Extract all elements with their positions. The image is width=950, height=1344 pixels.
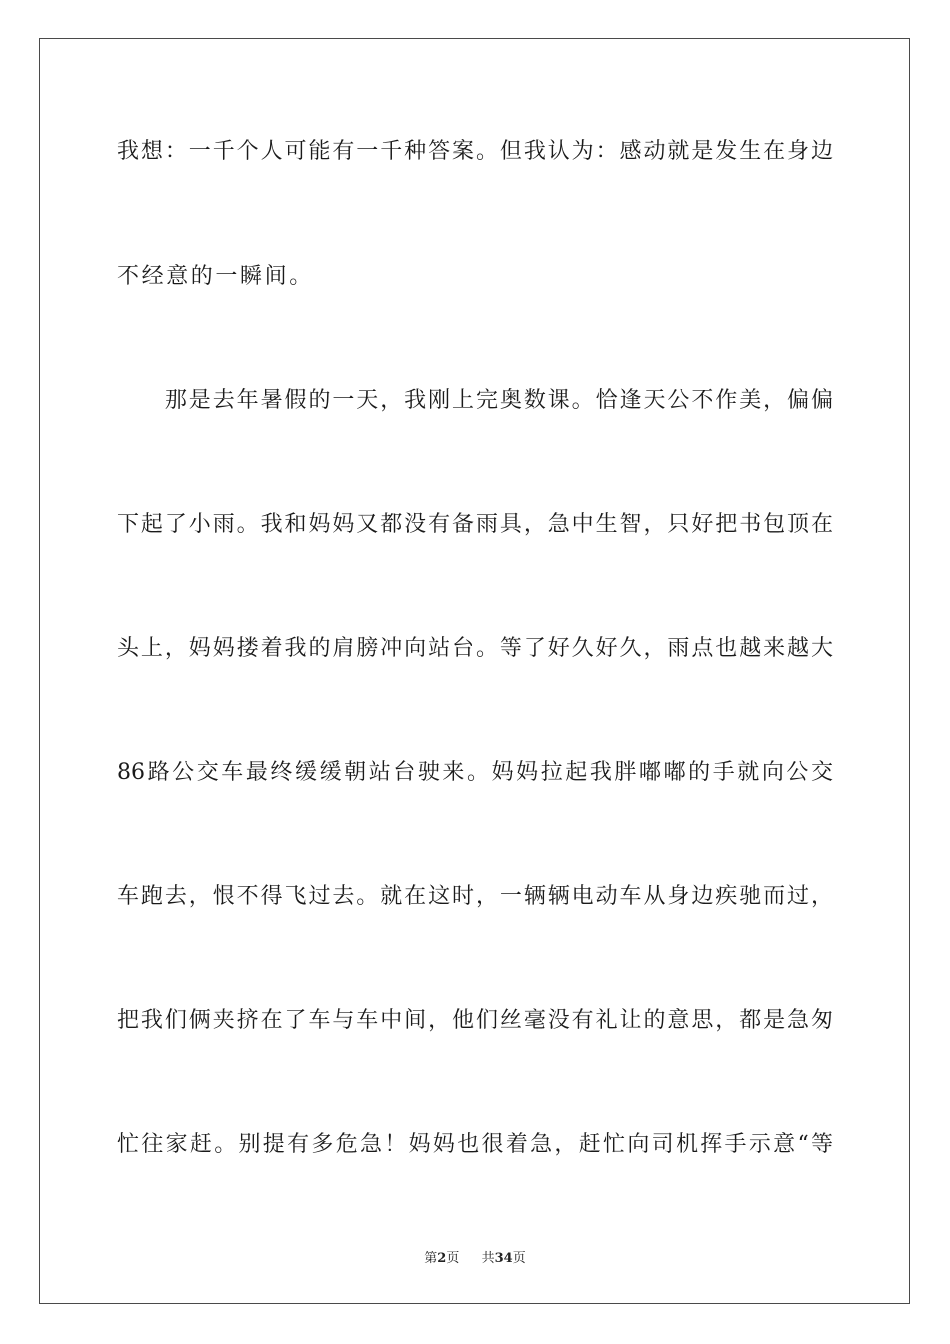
paragraph-line-8: 把我们俩夹挤在了车与车中间，他们丝毫没有礼让的意思，都是急匆 [117, 1008, 833, 1033]
footer-total-prefix: 共 [481, 1251, 495, 1266]
paragraph-line-4: 下起了小雨。我和妈妈又都没有备雨具，急中生智，只好把书包顶在 [117, 512, 833, 537]
paragraph-line-7: 车跑去，恨不得飞过去。就在这时，一辆辆电动车从身边疾驰而过， [117, 884, 833, 909]
page-border [39, 38, 910, 1304]
paragraph-line-1: 我想：一千个人可能有一千种答案。但我认为：感动就是发生在身边 [117, 139, 833, 164]
footer-page-number: 2 [437, 1251, 447, 1266]
paragraph-line-2: 不经意的一瞬间。 [117, 264, 314, 289]
footer-total-pages: 34 [494, 1251, 513, 1266]
footer-page-prefix: 第 [424, 1251, 438, 1266]
paragraph-line-9: 忙往家赶。别提有多危急！妈妈也很着急，赶忙向司机挥手示意“等 [117, 1132, 833, 1157]
page-footer [0, 1247, 950, 1266]
footer-page-suffix: 页 [446, 1251, 460, 1266]
footer-total-suffix: 页 [512, 1251, 526, 1266]
paragraph-line-5: 头上，妈妈搂着我的肩膀冲向站台。等了好久好久，雨点也越来越大 [117, 636, 833, 661]
paragraph-line-6: 86路公交车最终缓缓朝站台驶来。妈妈拉起我胖嘟嘟的手就向公交 [117, 760, 833, 785]
paragraph-line-3: 那是去年暑假的一天，我刚上完奥数课。恰逢天公不作美，偏偏 [117, 388, 833, 413]
